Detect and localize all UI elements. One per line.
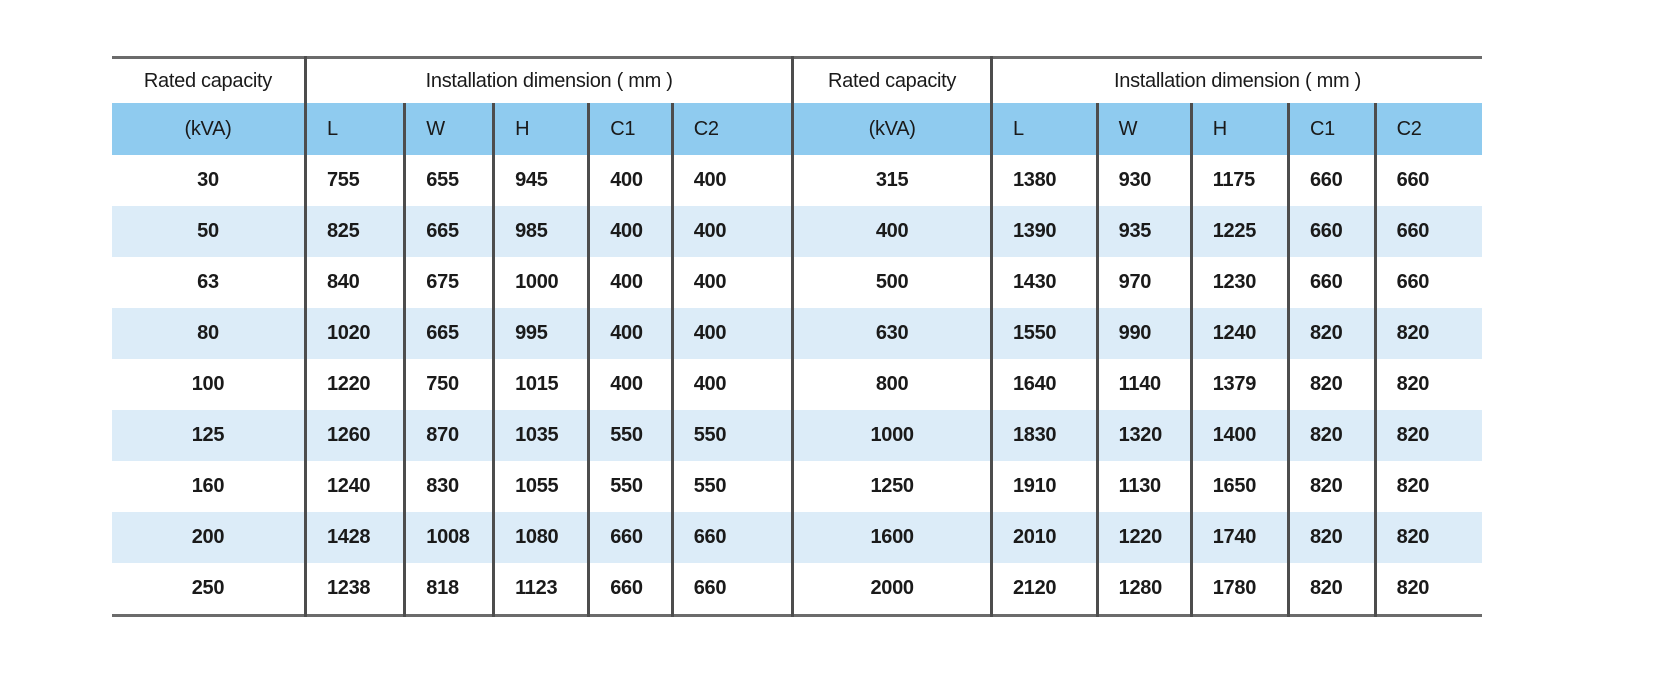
col-header-l-right: L	[991, 103, 1097, 155]
cell-c1: 660	[589, 563, 673, 616]
cell-h-right: 1740	[1191, 512, 1288, 563]
cell-h-right: 1400	[1191, 410, 1288, 461]
cell-w: 655	[405, 155, 494, 206]
cell-c1-right: 660	[1288, 257, 1375, 308]
cell-capacity: 250	[191, 577, 225, 599]
cell-c1-right: 820	[1288, 410, 1375, 461]
cell-c1-right: 820	[1288, 359, 1375, 410]
cell-h: 945	[494, 155, 589, 206]
cell-c1: 400	[589, 308, 673, 359]
cell-c2-right: 820	[1375, 512, 1482, 563]
cell-c1: 660	[589, 512, 673, 563]
cell-c1-right: 820	[1288, 461, 1375, 512]
cell-l: 1260	[305, 410, 404, 461]
cell-w-right: 990	[1097, 308, 1191, 359]
cell-capacity: 63	[197, 271, 219, 293]
cell-l-right: 1830	[991, 410, 1097, 461]
cell-c2-right: 820	[1375, 563, 1482, 616]
cell-c1: 400	[589, 206, 673, 257]
cell-w-right: 1130	[1097, 461, 1191, 512]
table-row	[112, 257, 1482, 308]
cell-c2-right: 660	[1375, 155, 1482, 206]
cell-l: 1238	[305, 563, 404, 616]
cell-h: 1000	[494, 257, 589, 308]
rated-capacity-header-right: Rated capacity	[793, 58, 992, 104]
cell-c1-right: 820	[1288, 512, 1375, 563]
cell-w: 818	[405, 563, 494, 616]
cell-h-right: 1650	[1191, 461, 1288, 512]
cell-c2: 400	[672, 359, 793, 410]
col-header-c2: C2	[672, 103, 793, 155]
cell-capacity: 160	[191, 475, 225, 497]
cell-l: 825	[305, 206, 404, 257]
col-header-w-right: W	[1097, 103, 1191, 155]
cell-h: 1015	[494, 359, 589, 410]
cell-c2: 400	[672, 257, 793, 308]
cell-capacity-right: 500	[793, 257, 992, 308]
cell-l-right: 1380	[991, 155, 1097, 206]
rated-capacity-header: Rated capacity	[143, 69, 273, 92]
col-header-c2-right: C2	[1375, 103, 1482, 155]
cell-capacity: 100	[191, 373, 225, 395]
table-body	[112, 58, 1482, 616]
col-header-h: H	[494, 103, 589, 155]
cell-l-right: 1390	[991, 206, 1097, 257]
cell-c2: 660	[672, 512, 793, 563]
cell-w: 870	[405, 410, 494, 461]
cell-c2: 550	[672, 461, 793, 512]
table-row	[112, 308, 1482, 359]
cell-w: 830	[405, 461, 494, 512]
cell-w: 665	[405, 206, 494, 257]
cell-w: 1008	[405, 512, 494, 563]
cell-c1-right: 820	[1288, 308, 1375, 359]
cell-w-right: 1280	[1097, 563, 1191, 616]
header-row-sub	[112, 103, 1482, 155]
cell-h: 1123	[494, 563, 589, 616]
cell-l-right: 2010	[991, 512, 1097, 563]
cell-c2: 400	[672, 308, 793, 359]
cell-w: 675	[405, 257, 494, 308]
table-row	[112, 359, 1482, 410]
table-row	[112, 155, 1482, 206]
cell-capacity: 50	[112, 206, 305, 257]
cell-w-right: 1220	[1097, 512, 1191, 563]
cell-capacity-right: 1000	[793, 410, 992, 461]
table-row	[112, 512, 1482, 563]
unit-header: (kVA)	[112, 103, 305, 155]
cell-capacity-right: 1600	[793, 512, 992, 563]
cell-c2-right: 820	[1375, 461, 1482, 512]
cell-h-right: 1175	[1191, 155, 1288, 206]
cell-c1: 550	[589, 410, 673, 461]
cell-w-right: 1320	[1097, 410, 1191, 461]
cell-c1-right: 660	[1288, 206, 1375, 257]
cell-c2-right: 820	[1375, 410, 1482, 461]
cell-capacity-right: 630	[793, 308, 992, 359]
cell-capacity: 80	[112, 308, 305, 359]
cell-c1: 400	[589, 155, 673, 206]
col-header-c1-right: C1	[1288, 103, 1375, 155]
unit-header-right: (kVA)	[793, 103, 992, 155]
table-row	[112, 461, 1482, 512]
cell-c2-right: 660	[1375, 257, 1482, 308]
cell-l: 1428	[305, 512, 404, 563]
header-row-top	[112, 58, 1482, 104]
cell-capacity: 125	[112, 410, 305, 461]
cell-capacity: 200	[112, 512, 305, 563]
cell-h: 995	[494, 308, 589, 359]
cell-l-right: 1640	[991, 359, 1097, 410]
installation-dimension-table	[112, 56, 1482, 617]
cell-c2: 550	[672, 410, 793, 461]
table-row	[112, 410, 1482, 461]
cell-h-right: 1230	[1191, 257, 1288, 308]
cell-h: 985	[494, 206, 589, 257]
cell-c1: 400	[589, 359, 673, 410]
col-header-h-right: H	[1191, 103, 1288, 155]
cell-c2: 400	[672, 206, 793, 257]
cell-l: 1240	[305, 461, 404, 512]
cell-c2: 400	[672, 155, 793, 206]
cell-w: 665	[405, 308, 494, 359]
installation-dimension-header: Installation dimension ( mm )	[305, 58, 792, 104]
cell-h-right: 1379	[1191, 359, 1288, 410]
installation-dimension-header-right: Installation dimension ( mm )	[991, 58, 1482, 104]
cell-w: 750	[405, 359, 494, 410]
cell-l: 1020	[305, 308, 404, 359]
cell-w-right: 970	[1097, 257, 1191, 308]
table-row	[112, 563, 1482, 616]
col-header-w: W	[405, 103, 494, 155]
cell-c2: 660	[672, 563, 793, 616]
cell-l: 840	[305, 257, 404, 308]
cell-c2-right: 660	[1375, 206, 1482, 257]
cell-h-right: 1780	[1191, 563, 1288, 616]
col-header-l: L	[305, 103, 404, 155]
cell-l: 755	[305, 155, 404, 206]
col-header-c1: C1	[589, 103, 673, 155]
cell-l-right: 2120	[991, 563, 1097, 616]
cell-h: 1055	[494, 461, 589, 512]
cell-c1: 400	[589, 257, 673, 308]
cell-w-right: 1140	[1097, 359, 1191, 410]
cell-l-right: 1430	[991, 257, 1097, 308]
cell-h-right: 1240	[1191, 308, 1288, 359]
cell-w-right: 935	[1097, 206, 1191, 257]
cell-l-right: 1550	[991, 308, 1097, 359]
cell-w-right: 930	[1097, 155, 1191, 206]
cell-l: 1220	[305, 359, 404, 410]
cell-h: 1080	[494, 512, 589, 563]
cell-c2-right: 820	[1375, 359, 1482, 410]
cell-c1: 550	[589, 461, 673, 512]
cell-c1-right: 660	[1288, 155, 1375, 206]
cell-capacity-right: 1250	[793, 461, 992, 512]
cell-c1-right: 820	[1288, 563, 1375, 616]
cell-h-right: 1225	[1191, 206, 1288, 257]
cell-capacity-right: 800	[793, 359, 992, 410]
cell-capacity-right: 315	[793, 155, 992, 206]
table-row	[112, 206, 1482, 257]
cell-capacity-right: 400	[793, 206, 992, 257]
cell-h: 1035	[494, 410, 589, 461]
cell-c2-right: 820	[1375, 308, 1482, 359]
cell-capacity: 30	[197, 169, 219, 191]
cell-l-right: 1910	[991, 461, 1097, 512]
cell-capacity-right: 2000	[793, 563, 992, 616]
